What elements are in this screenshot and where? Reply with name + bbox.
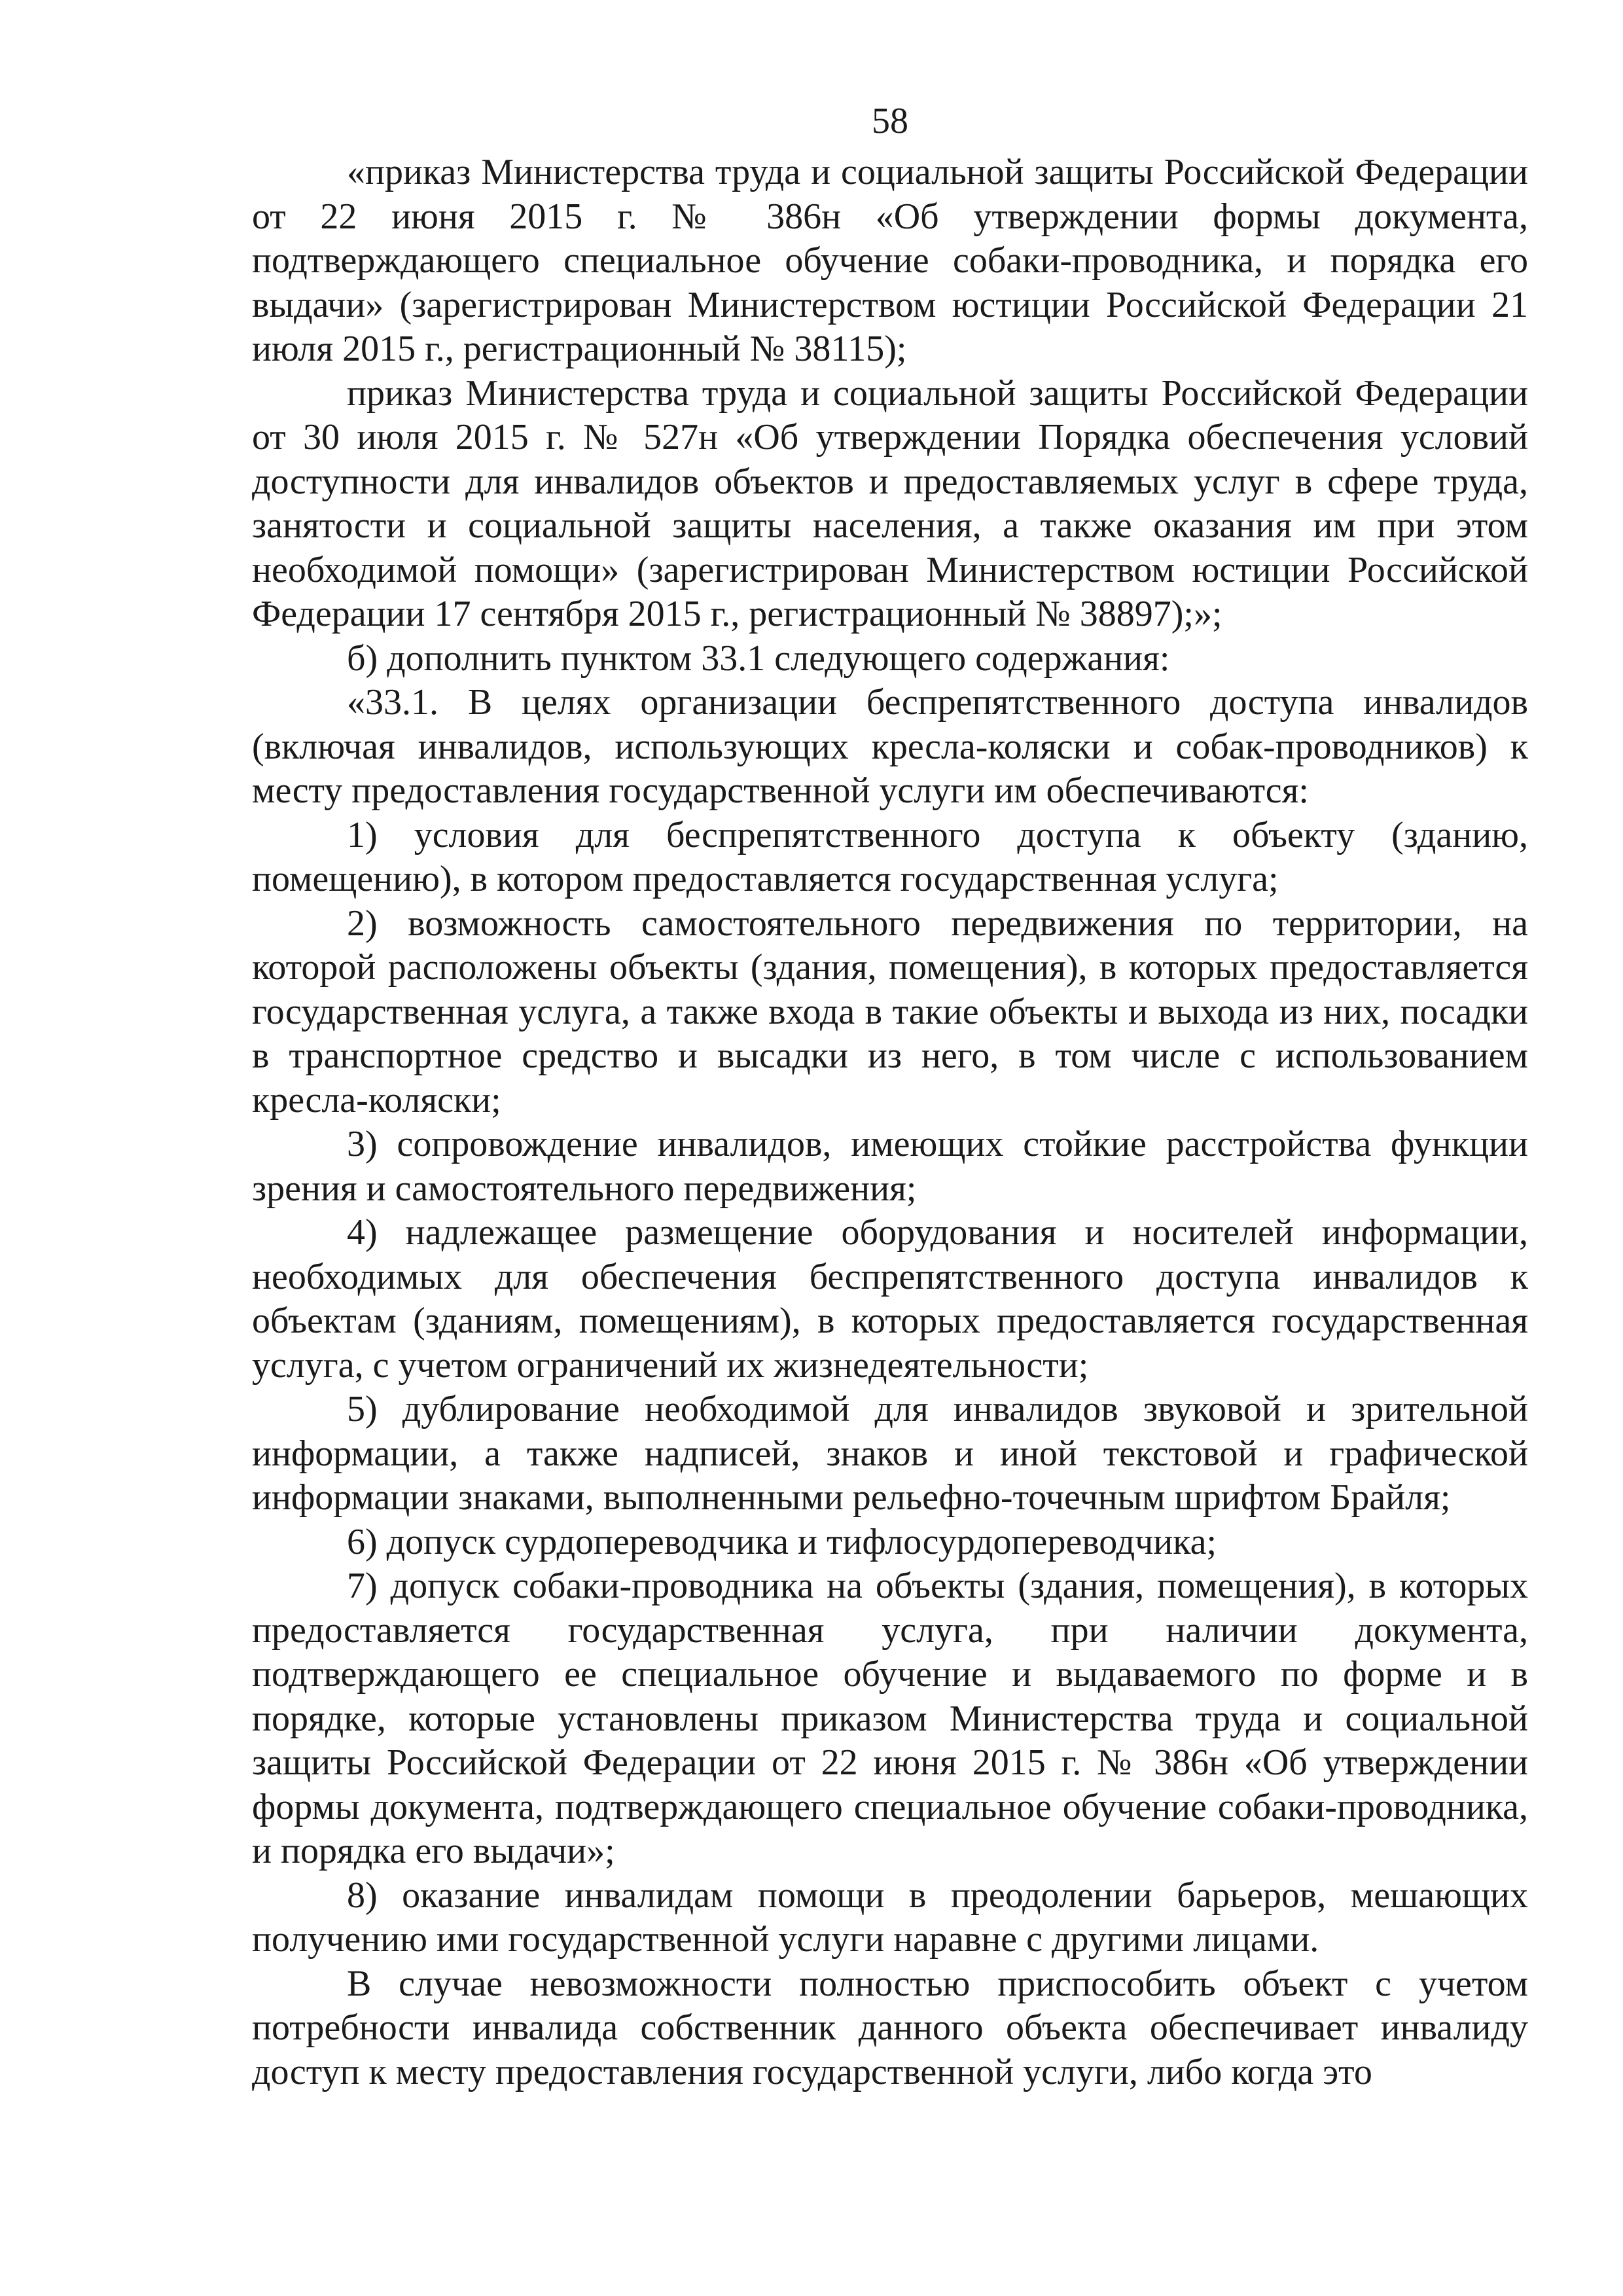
list-item-8: 8) оказание инвалидам помощи в преодолении барьеров, мешающих получению ими государственной услуги наравне с другими лицами. [252,1874,1528,1960]
paragraph-item-33-1: «33.1. В целях организации беспрепятственного доступа инвалидов (включая инвалидов, использующих кресла-коляски и собак-проводников) к месту предоставления государственной услуги им обеспечиваются: [252,682,1528,811]
paragraph-impossibility-case: В случае невозможности полностью приспособить объект с учетом потребности инвалида собственник данного объекта обеспечивает инвалиду доступ к месту предоставления государственной услуги, либо когда это [252,1963,1528,2092]
paragraph-supplement-33-1: б) дополнить пунктом 33.1 следующего содержания: [347,637,1170,679]
page-number: 58 [872,101,908,141]
paragraph-order-386n: «приказ Министерства труда и социальной защиты Российской Федерации от 22 июня 2015 г. № 386н «Об утверждении формы документа, подтверждающего специальное обучение собаки-проводника, и порядка его выдачи» (зарегистрирован Министерством юстиции Российской Федерации 21 июля 2015 г., регистрационный № 38115); [252,152,1528,369]
paragraph-order-527n: приказ Министерства труда и социальной защиты Российской Федерации от 30 июля 2015 г. № 527н «Об утверждении Порядка обеспечения условий доступности для инвалидов объектов и предоставляемых услуг в сфере труда, занятости и социальной защиты населения, а также оказания им при этом необходимой помощи» (зарегистрирован Министерством юстиции Российской Федерации 17 сентября 2015 г., регистрационный № 38897);»; [252,372,1528,634]
list-item-2: 2) возможность самостоятельного передвижения по территории, на которой расположены объекты (здания, помещения), в которых предоставляется государственная услуга, а также входа в такие объекты и выхода из них, посадки в транспортное средство и высадки из него, в том числе с использованием кресла-коляски; [252,903,1528,1121]
list-item-7: 7) допуск собаки-проводника на объекты (здания, помещения), в которых предоставляется государственная услуга, при наличии документа, подтверждающего ее специальное обучение и выдаваемого по форме и в порядке, которые установлены приказом Министерства труда и социальной защиты Российской Федерации от 22 июня 2015 г. № 386н «Об утверждении формы документа, подтверждающего специальное обучение собаки-проводника, и порядка его выдачи»; [252,1566,1528,1871]
document-page [252,92,1528,2094]
list-item-4: 4) надлежащее размещение оборудования и носителей информации, необходимых для обеспечения беспрепятственного доступа инвалидов к объектам (зданиям, помещениям), в которых предоставляется государственная услуга, с учетом ограничений их жизнедеятельности; [252,1212,1528,1386]
list-item-6: 6) допуск сурдопереводчика и тифлосурдопереводчика; [347,1521,1217,1562]
list-item-5: 5) дублирование необходимой для инвалидов звуковой и зрительной информации, а также надписей, знаков и иной текстовой и графической информации знаками, выполненными рельефно-точечным шрифтом Брайля; [252,1389,1528,1518]
list-item-3: 3) сопровождение инвалидов, имеющих стойкие расстройства функции зрения и самостоятельного передвижения; [252,1124,1528,1209]
list-item-1: 1) условия для беспрепятственного доступа к объекту (зданию, помещению), в котором предоставляется государственная услуга; [252,814,1528,899]
